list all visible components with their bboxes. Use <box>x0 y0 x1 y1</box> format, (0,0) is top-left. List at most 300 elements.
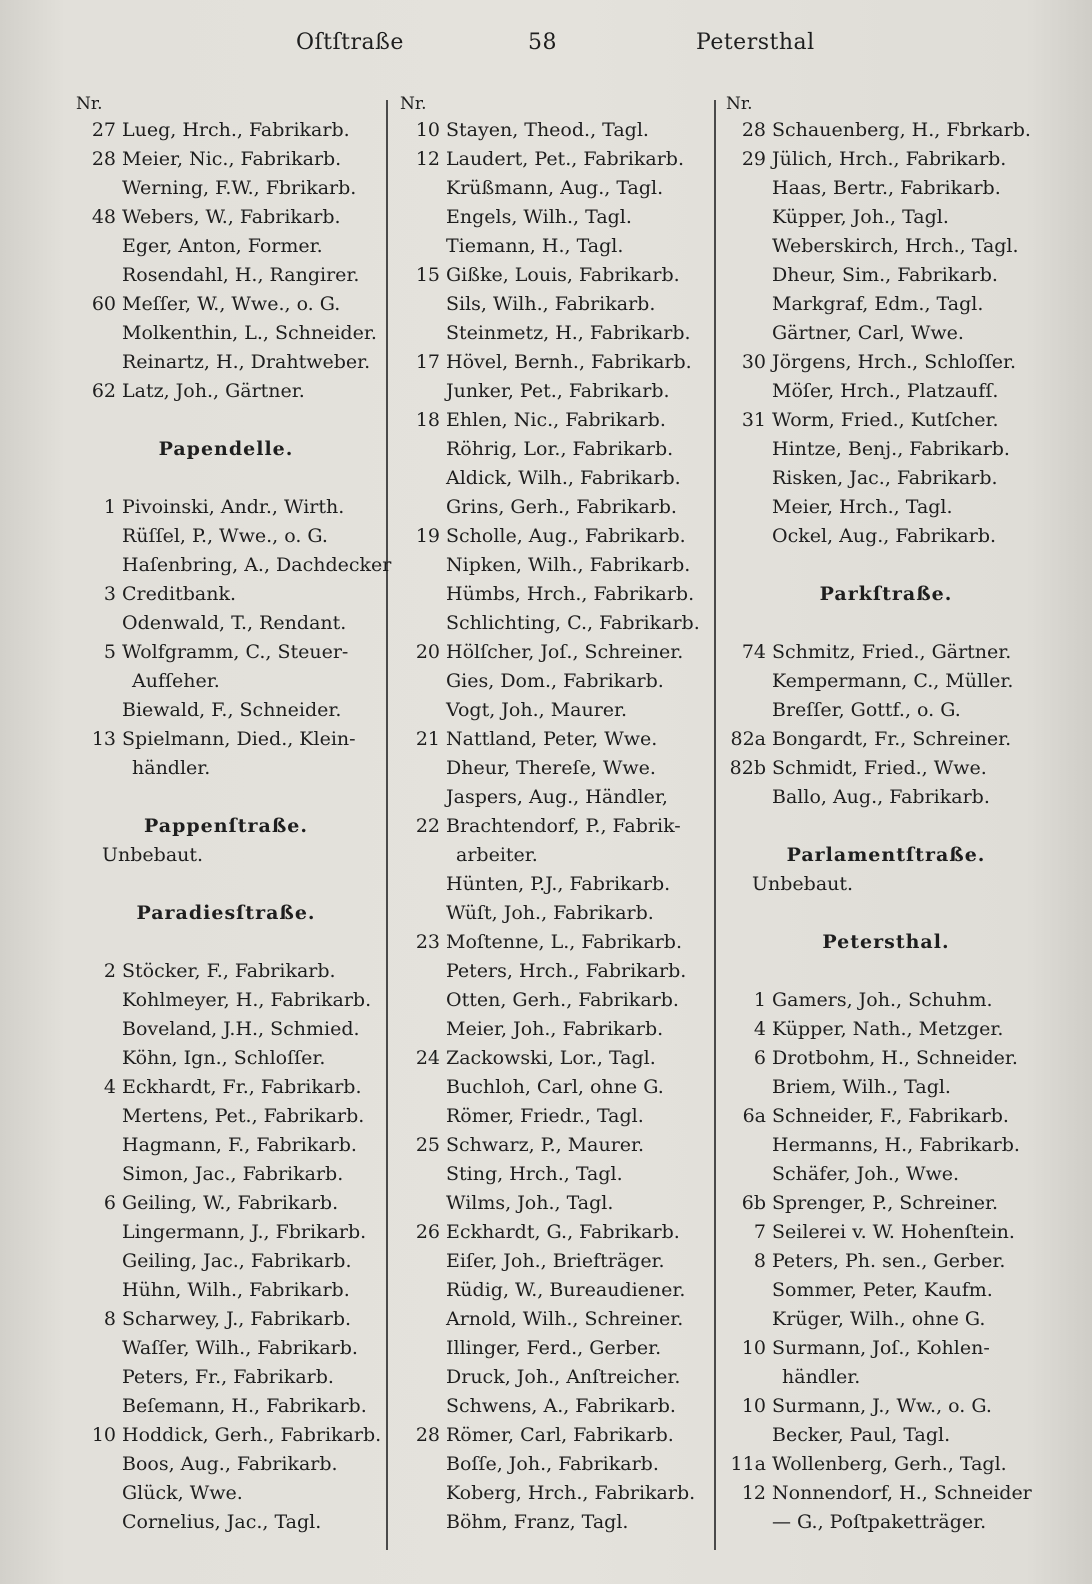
spacer <box>726 551 1046 580</box>
house-number: 27 <box>91 119 116 141</box>
resident-text: Scharwey, J., Fabrikarb. <box>122 1308 352 1330</box>
resident-entry <box>400 812 710 841</box>
resident-text: Surmann, J., Ww., o. G. <box>772 1395 992 1417</box>
resident-text: Cornelius, Jac., Tagl. <box>122 1511 322 1533</box>
resident-text: Peters, Ph. sen., Gerber. <box>772 1250 1006 1272</box>
house-number: 4 <box>753 1018 766 1040</box>
house-number: 15 <box>415 264 440 286</box>
resident-entry <box>726 696 1046 725</box>
house-number: 25 <box>415 1134 440 1156</box>
resident-text: Küpper, Nath., Metzger. <box>772 1018 1004 1040</box>
resident-text: Stayen, Theod., Tagl. <box>446 119 649 141</box>
house-number: 29 <box>741 148 766 170</box>
house-number: 48 <box>91 206 116 228</box>
resident-entry <box>726 1334 1046 1363</box>
house-number: 10 <box>415 119 440 141</box>
resident-entry <box>76 957 376 986</box>
resident-entry <box>726 203 1046 232</box>
resident-text: Hermanns, H., Fabrikarb. <box>772 1134 1020 1156</box>
resident-text: Moſtenne, L., Fabrikarb. <box>446 931 683 953</box>
resident-entry <box>400 174 710 203</box>
resident-entry <box>400 1508 710 1537</box>
house-number: 17 <box>415 351 440 373</box>
resident-text: Biewald, F., Schneider. <box>122 699 342 721</box>
resident-entry <box>76 609 376 638</box>
resident-entry <box>726 1160 1046 1189</box>
resident-text: Gißke, Louis, Fabrikarb. <box>446 264 680 286</box>
house-number: 13 <box>91 728 116 750</box>
resident-text: Meier, Hrch., Tagl. <box>772 496 953 518</box>
resident-entry <box>400 522 710 551</box>
house-number: 12 <box>415 148 440 170</box>
house-number: 28 <box>415 1424 440 1446</box>
resident-entry <box>76 1450 376 1479</box>
resident-entry <box>400 870 710 899</box>
resident-entry <box>726 1131 1046 1160</box>
resident-entry <box>726 406 1046 435</box>
spacer <box>76 464 376 493</box>
resident-entry <box>76 348 376 377</box>
resident-text: Zackowski, Lor., Tagl. <box>446 1047 656 1069</box>
resident-text: Schlichting, C., Fabrikarb. <box>446 612 700 634</box>
resident-entry <box>400 1247 710 1276</box>
resident-entry <box>400 1189 710 1218</box>
house-number: 4 <box>103 1076 116 1098</box>
resident-entry <box>400 319 710 348</box>
resident-text: Jülich, Hrch., Fabrikarb. <box>772 148 1007 170</box>
resident-entry <box>726 1276 1046 1305</box>
resident-text: Glück, Wwe. <box>122 1482 243 1504</box>
resident-text: Boſſe, Joh., Fabrikarb. <box>446 1453 659 1475</box>
street-note: Unbebaut. <box>752 873 854 895</box>
resident-entry <box>76 232 376 261</box>
resident-text: Schneider, F., Fabrikarb. <box>772 1105 1009 1127</box>
resident-entry <box>76 1479 376 1508</box>
resident-entry <box>726 1392 1046 1421</box>
column-divider <box>386 100 388 1550</box>
resident-entry <box>76 986 376 1015</box>
resident-text: Lueg, Hrch., Fabrikarb. <box>122 119 350 141</box>
resident-text: Schwens, A., Fabrikarb. <box>446 1395 676 1417</box>
resident-entry <box>400 1421 710 1450</box>
resident-text: Geiling, Jac., Fabrikarb. <box>122 1250 352 1272</box>
resident-entry <box>400 928 710 957</box>
resident-text: Worm, Fried., Kutſcher. <box>772 409 999 431</box>
house-number: 62 <box>91 380 116 402</box>
resident-entry <box>400 145 710 174</box>
page-number: 58 <box>528 30 557 55</box>
resident-entry <box>76 174 376 203</box>
house-number: 6 <box>103 1192 116 1214</box>
resident-text: Brachtendorf, P., Fabrik- <box>446 815 681 837</box>
spacer <box>726 957 1046 986</box>
resident-entry <box>726 1479 1046 1508</box>
resident-text: Pivoinski, Andr., Wirth. <box>122 496 345 518</box>
resident-text: Hintze, Benj., Fabrikarb. <box>772 438 1010 460</box>
resident-text: Nonnendorf, H., Schneider <box>772 1482 1032 1504</box>
resident-text: Briem, Wilh., Tagl. <box>772 1076 951 1098</box>
resident-text: Meier, Nic., Fabrikarb. <box>122 148 342 170</box>
resident-text: Reinartz, H., Drahtweber. <box>122 351 371 373</box>
house-number: 8 <box>103 1308 116 1330</box>
resident-text: Geiling, W., Fabrikarb. <box>122 1192 339 1214</box>
resident-text: Peters, Fr., Fabrikarb. <box>122 1366 334 1388</box>
resident-text: Eckhardt, G., Fabrikarb. <box>446 1221 680 1243</box>
resident-text: Schmidt, Fried., Wwe. <box>772 757 987 779</box>
resident-text: Surmann, Joſ., Kohlen- <box>772 1337 990 1359</box>
resident-text: Meſſer, W., Wwe., o. G. <box>122 293 341 315</box>
resident-text: Vogt, Joh., Maurer. <box>446 699 628 721</box>
resident-text: Ockel, Aug., Fabrikarb. <box>772 525 997 547</box>
resident-entry <box>76 145 376 174</box>
resident-text: Bongardt, Fr., Schreiner. <box>772 728 1012 750</box>
resident-entry <box>76 1421 382 1450</box>
column-1 <box>76 92 392 1572</box>
resident-text: Scholle, Aug., Fabrikarb. <box>446 525 686 547</box>
resident-entry <box>76 377 376 406</box>
resident-entry <box>400 377 710 406</box>
spacer <box>726 609 1046 638</box>
spacer <box>76 870 376 899</box>
resident-text: Sils, Wilh., Fabrikarb. <box>446 293 656 315</box>
house-number: 19 <box>415 525 440 547</box>
street-heading: Pappenſtraße. <box>144 815 308 837</box>
resident-entry <box>76 290 376 319</box>
resident-entry <box>76 551 392 580</box>
resident-entry <box>76 696 376 725</box>
house-number: 30 <box>741 351 766 373</box>
resident-entry <box>400 667 710 696</box>
resident-entry <box>76 203 376 232</box>
resident-text: Eiſer, Joh., Briefträger. <box>446 1250 665 1272</box>
resident-text: Stöcker, F., Fabrikarb. <box>122 960 336 982</box>
resident-text: Ballo, Aug., Fabrikarb. <box>772 786 990 808</box>
resident-entry <box>726 1218 1046 1247</box>
resident-entry <box>400 986 710 1015</box>
resident-text: Krüßmann, Aug., Tagl. <box>446 177 664 199</box>
resident-entry <box>400 725 710 754</box>
resident-text: Mertens, Pet., Fabrikarb. <box>122 1105 365 1127</box>
resident-entry <box>400 435 710 464</box>
resident-text: Tiemann, H., Tagl. <box>446 235 624 257</box>
house-number: 10 <box>741 1337 766 1359</box>
street-heading: Parlamentſtraße. <box>786 844 986 866</box>
resident-entry <box>400 696 710 725</box>
resident-entry <box>400 754 710 783</box>
house-number: 2 <box>103 960 116 982</box>
house-number: 21 <box>415 728 440 750</box>
house-number: 3 <box>103 583 116 605</box>
resident-entry <box>726 1073 1046 1102</box>
house-number: 26 <box>415 1221 440 1243</box>
column-2 <box>400 92 710 1572</box>
entry-continuation <box>400 841 710 870</box>
resident-entry <box>726 377 1046 406</box>
resident-entry <box>726 261 1046 290</box>
spacer <box>76 406 376 435</box>
header-right-street: Petersthal <box>696 30 815 55</box>
street-heading: Paradiesſtraße. <box>136 902 316 924</box>
house-number: 10 <box>91 1424 116 1446</box>
resident-text: Dheur, Sim., Fabrikarb. <box>772 264 998 286</box>
resident-text: Risken, Jac., Fabrikarb. <box>772 467 998 489</box>
house-number: 11a <box>730 1453 766 1475</box>
resident-entry <box>726 116 1046 145</box>
house-number: 24 <box>415 1047 440 1069</box>
resident-entry <box>726 1189 1046 1218</box>
resident-text: Lingermann, J., Fbrikarb. <box>122 1221 367 1243</box>
resident-text: Wollenberg, Gerh., Tagl. <box>772 1453 1007 1475</box>
resident-text: Engels, Wilh., Tagl. <box>446 206 632 228</box>
resident-entry <box>400 783 710 812</box>
resident-text: händler. <box>782 1366 861 1388</box>
resident-entry <box>400 1392 710 1421</box>
resident-text: Römer, Friedr., Tagl. <box>446 1105 644 1127</box>
resident-text: Boveland, J.H., Schmied. <box>122 1018 360 1040</box>
resident-text: Simon, Jac., Fabrikarb. <box>122 1163 344 1185</box>
resident-entry <box>400 580 710 609</box>
resident-entry <box>726 1508 1046 1537</box>
house-number: 31 <box>741 409 766 431</box>
resident-entry <box>400 1131 710 1160</box>
resident-entry <box>400 1044 710 1073</box>
resident-text: Spielmann, Died., Klein- <box>122 728 356 750</box>
resident-entry <box>726 638 1046 667</box>
resident-text: Drotbohm, H., Schneider. <box>772 1047 1018 1069</box>
resident-text: Boos, Aug., Fabrikarb. <box>122 1453 338 1475</box>
house-number: 6b <box>741 1192 766 1214</box>
resident-entry <box>726 1421 1046 1450</box>
resident-entry <box>726 348 1046 377</box>
resident-entry <box>726 1015 1046 1044</box>
resident-entry <box>76 493 376 522</box>
resident-entry <box>726 783 1046 812</box>
resident-text: Buchloh, Carl, ohne G. <box>446 1076 664 1098</box>
entry-continuation <box>76 667 376 696</box>
house-number: 1 <box>103 496 116 518</box>
house-number: 7 <box>753 1221 766 1243</box>
resident-text: Gärtner, Carl, Wwe. <box>772 322 964 344</box>
resident-text: Kempermann, C., Müller. <box>772 670 1014 692</box>
resident-text: Wüſt, Joh., Fabrikarb. <box>446 902 654 924</box>
resident-text: Römer, Carl, Fabrikarb. <box>446 1424 674 1446</box>
resident-text: Aldick, Wilh., Fabrikarb. <box>446 467 681 489</box>
resident-text: Peters, Hrch., Fabrikarb. <box>446 960 687 982</box>
resident-text: Hühn, Wilh., Fabrikarb. <box>122 1279 350 1301</box>
resident-text: Otten, Gerh., Fabrikarb. <box>446 989 679 1011</box>
house-number: 6 <box>753 1047 766 1069</box>
street-note: Unbebaut. <box>102 844 204 866</box>
house-number: 28 <box>91 148 116 170</box>
resident-entry <box>76 116 376 145</box>
resident-entry <box>76 1189 376 1218</box>
resident-entry <box>76 1015 376 1044</box>
resident-text: Köhn, Ign., Schloſſer. <box>122 1047 326 1069</box>
resident-entry <box>726 290 1046 319</box>
house-number: 18 <box>415 409 440 431</box>
resident-entry <box>76 1334 376 1363</box>
resident-text: Eckhardt, Fr., Fabrikarb. <box>122 1076 362 1098</box>
house-number: 74 <box>741 641 766 663</box>
resident-entry <box>76 1305 376 1334</box>
resident-entry <box>400 899 710 928</box>
resident-text: Rüdig, W., Bureaudiener. <box>446 1279 686 1301</box>
resident-text: Sommer, Peter, Kaufm. <box>772 1279 993 1301</box>
resident-text: Waſſer, Wilh., Fabrikarb. <box>122 1337 358 1359</box>
resident-entry <box>400 638 710 667</box>
resident-entry <box>726 754 1046 783</box>
spacer <box>726 812 1046 841</box>
house-number: 28 <box>741 119 766 141</box>
number-column-heading: Nr. <box>76 94 103 114</box>
resident-entry <box>726 435 1046 464</box>
resident-text: Schäfer, Joh., Wwe. <box>772 1163 960 1185</box>
column-divider <box>714 100 716 1550</box>
entry-continuation <box>726 1363 1046 1392</box>
resident-text: — G., Poſtpaketträger. <box>772 1511 987 1533</box>
resident-entry <box>400 1334 710 1363</box>
resident-entry <box>726 1247 1046 1276</box>
resident-text: Weberskirch, Hrch., Tagl. <box>772 235 1019 257</box>
spacer <box>726 899 1046 928</box>
resident-entry <box>400 1276 710 1305</box>
resident-entry <box>76 725 376 754</box>
resident-text: Jaspers, Aug., Händler, <box>446 786 668 808</box>
resident-text: Küpper, Joh., Tagl. <box>772 206 949 228</box>
resident-entry <box>400 493 710 522</box>
resident-entry <box>726 232 1046 261</box>
resident-text: Rüſſel, P., Wwe., o. G. <box>122 525 328 547</box>
resident-text: Wilms, Joh., Tagl. <box>446 1192 614 1214</box>
resident-text: Odenwald, T., Rendant. <box>122 612 347 634</box>
resident-text: Kohlmeyer, H., Fabrikarb. <box>122 989 372 1011</box>
resident-text: Hölſcher, Joſ., Schreiner. <box>446 641 684 663</box>
resident-entry <box>726 1044 1046 1073</box>
resident-text: Illinger, Ferd., Gerber. <box>446 1337 662 1359</box>
resident-entry <box>76 1073 376 1102</box>
resident-text: Hagmann, F., Fabrikarb. <box>122 1134 357 1156</box>
number-column-heading: Nr. <box>726 94 753 114</box>
resident-text: Breſſer, Gottf., o. G. <box>772 699 961 721</box>
house-number: 23 <box>415 931 440 953</box>
resident-text: Wolfgramm, C., Steuer- <box>122 641 349 663</box>
resident-entry <box>400 1160 710 1189</box>
resident-entry <box>400 551 710 580</box>
resident-text: arbeiter. <box>456 844 538 866</box>
resident-text: Haſenbring, A., Dachdecker <box>122 554 392 576</box>
resident-text: Nattland, Peter, Wwe. <box>446 728 658 750</box>
resident-text: Meier, Joh., Fabrikarb. <box>446 1018 664 1040</box>
resident-text: Steinmetz, H., Fabrikarb. <box>446 322 691 344</box>
resident-entry <box>726 1305 1046 1334</box>
resident-text: Hümbs, Hrch., Fabrikarb. <box>446 583 695 605</box>
resident-text: Werning, F.W., Fbrikarb. <box>122 177 357 199</box>
resident-text: Molkenthin, L., Schneider. <box>122 322 377 344</box>
resident-entry <box>726 986 1046 1015</box>
resident-text: Markgraf, Edm., Tagl. <box>772 293 984 315</box>
resident-entry <box>76 522 376 551</box>
resident-entry <box>400 1102 710 1131</box>
resident-entry <box>400 1305 710 1334</box>
resident-text: Krüger, Wilh., ohne G. <box>772 1308 986 1330</box>
page-header <box>0 30 1092 66</box>
resident-text: Sprenger, P., Schreiner. <box>772 1192 999 1214</box>
resident-entry <box>400 203 710 232</box>
resident-entry <box>76 1044 376 1073</box>
resident-text: Schmitz, Fried., Gärtner. <box>772 641 1012 663</box>
resident-entry <box>76 638 376 667</box>
resident-entry <box>726 522 1046 551</box>
resident-text: Hünten, P.J., Fabrikarb. <box>446 873 671 895</box>
resident-entry <box>400 1450 710 1479</box>
house-number: 60 <box>91 293 116 315</box>
resident-entry <box>76 261 376 290</box>
house-number: 6a <box>742 1105 766 1127</box>
resident-entry <box>76 1218 376 1247</box>
resident-entry <box>76 1363 376 1392</box>
house-number: 12 <box>741 1482 766 1504</box>
resident-text: Webers, W., Fabrikarb. <box>122 206 341 228</box>
house-number: 82a <box>730 728 766 750</box>
house-number: 20 <box>415 641 440 663</box>
resident-entry <box>726 1102 1046 1131</box>
resident-entry <box>400 609 710 638</box>
resident-text: Druck, Joh., Anſtreicher. <box>446 1366 681 1388</box>
resident-text: Becker, Paul, Tagl. <box>772 1424 951 1446</box>
house-number: 22 <box>415 815 440 837</box>
resident-text: Schwarz, P., Maurer. <box>446 1134 645 1156</box>
resident-text: Seilerei v. W. Hohenſtein. <box>772 1221 1015 1243</box>
resident-text: Jörgens, Hrch., Schloſſer. <box>772 351 1017 373</box>
resident-text: Möſer, Hrch., Platzaufſ. <box>772 380 999 402</box>
resident-entry <box>76 1392 376 1421</box>
resident-text: Gamers, Joh., Schuhm. <box>772 989 993 1011</box>
resident-entry <box>400 1073 710 1102</box>
resident-entry <box>400 1363 710 1392</box>
street-heading: Papendelle. <box>158 438 294 460</box>
resident-entry <box>76 1247 376 1276</box>
resident-entry <box>400 464 710 493</box>
resident-text: Creditbank. <box>122 583 237 605</box>
resident-entry <box>726 464 1046 493</box>
resident-entry <box>726 174 1046 203</box>
resident-text: Schauenberg, H., Fbrkarb. <box>772 119 1031 141</box>
resident-text: Nipken, Wilh., Fabrikarb. <box>446 554 691 576</box>
resident-entry <box>400 957 710 986</box>
resident-text: Aufſeher. <box>132 670 220 692</box>
resident-entry <box>400 290 710 319</box>
resident-text: Böhm, Franz, Tagl. <box>446 1511 629 1533</box>
resident-text: Ehlen, Nic., Fabrikarb. <box>446 409 666 431</box>
resident-entry <box>400 116 710 145</box>
resident-text: Laudert, Pet., Fabrikarb. <box>446 148 684 170</box>
resident-entry <box>400 232 710 261</box>
spacer <box>76 783 376 812</box>
resident-text: Haas, Bertr., Fabrikarb. <box>772 177 1001 199</box>
resident-text: Gies, Dom., Fabrikarb. <box>446 670 664 692</box>
resident-entry <box>400 1015 710 1044</box>
resident-text: Junker, Pet., Fabrikarb. <box>446 380 670 402</box>
resident-entry <box>400 261 710 290</box>
resident-entry <box>726 493 1046 522</box>
resident-entry <box>76 1131 376 1160</box>
resident-text: Beſemann, H., Fabrikarb. <box>122 1395 367 1417</box>
resident-text: Hoddick, Gerh., Fabrikarb. <box>122 1424 382 1446</box>
resident-entry <box>726 145 1046 174</box>
header-left-street: Oſtſtraße <box>296 30 404 55</box>
resident-entry <box>76 1508 376 1537</box>
resident-entry <box>76 319 376 348</box>
